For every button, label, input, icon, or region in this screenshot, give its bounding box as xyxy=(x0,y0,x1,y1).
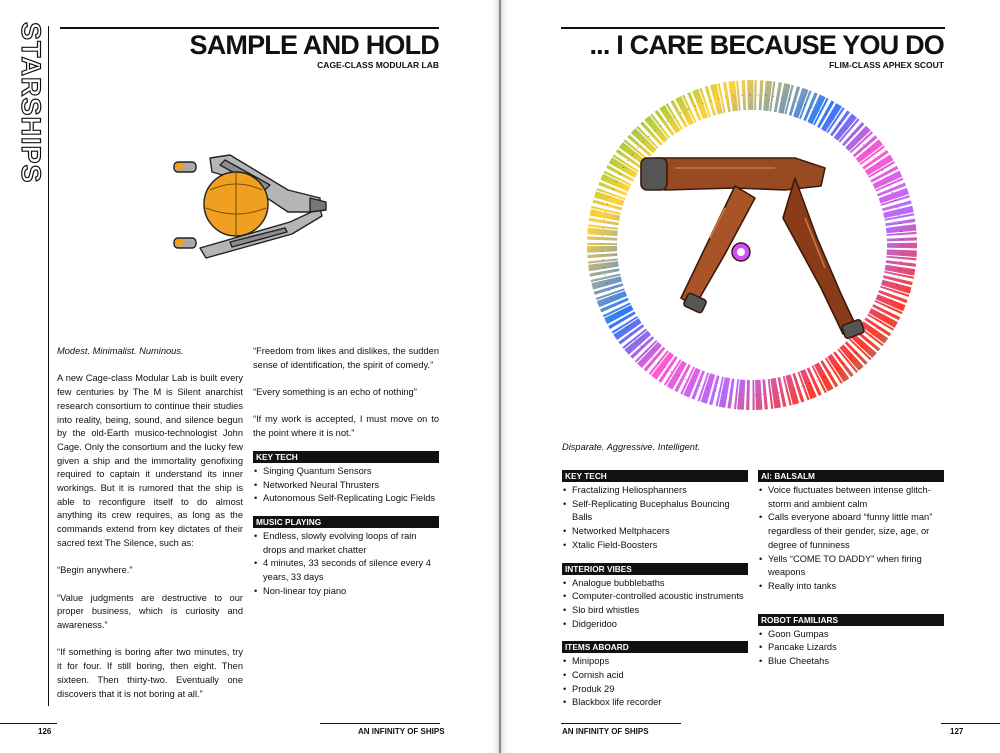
quote: “Every something is an echo of nothing” xyxy=(253,387,417,398)
quote: “Value judgments are destructive to our proper business, which is curiosity and awareness.” xyxy=(57,592,243,631)
list-item: • Goon Gumpas xyxy=(758,628,944,642)
key-tech-heading: KEY TECH xyxy=(253,451,439,463)
key-tech-list xyxy=(562,484,748,553)
list-item: • Cornish acid xyxy=(562,669,748,683)
quote: “If something is boring after two minutes, try it for four. If still boring, then eight. Then sixteen. Then thirty-two. Eventually one discovers that it is not boring at all.” xyxy=(57,647,243,699)
list-item: • Calls everyone aboard “funny little man” regardless of their gender, size, age, or degree of funniness xyxy=(758,511,944,552)
list-item: • Really into tanks xyxy=(758,580,944,594)
interior-vibes-heading: INTERIOR VIBES xyxy=(562,563,748,575)
specs-column-left xyxy=(562,470,748,720)
footer-rule xyxy=(941,723,1000,724)
robot-familiars-list xyxy=(758,628,944,669)
music-playing-list xyxy=(253,530,439,599)
tagline: Modest. Minimalist. Numinous. xyxy=(57,346,184,356)
tagline: Disparate. Aggressive. Intelligent. xyxy=(562,442,701,452)
tagline-block xyxy=(562,441,942,468)
ai-list xyxy=(758,484,944,594)
quote: “Begin anywhere.” xyxy=(57,565,133,576)
list-item: • Produk 29 xyxy=(562,683,748,697)
page-number: 126 xyxy=(38,727,52,736)
list-item: • Computer-controlled acoustic instruments xyxy=(562,590,748,604)
items-aboard-list xyxy=(562,655,748,710)
list-item: • Voice fluctuates between intense glitch-storm and ambient calm xyxy=(758,484,944,511)
list-item: • Yells “COME TO DADDY” when firing weapons xyxy=(758,553,944,580)
list-item: • Blackbox life recorder xyxy=(562,696,748,710)
footer-rule xyxy=(320,723,440,724)
list-item: • Pancake Lizards xyxy=(758,641,944,655)
key-tech-list xyxy=(253,465,439,506)
quotes-column xyxy=(253,345,439,609)
list-item: • Singing Quantum Sensors xyxy=(253,465,439,479)
footer-rule xyxy=(0,723,57,724)
rail-divider xyxy=(48,26,49,706)
aphex-scout-ship-illustration xyxy=(585,78,919,414)
page-title: ... I CARE BECAUSE YOU DO xyxy=(589,30,944,60)
quote: “If my work is accepted, I must move on to the point where it is not.” xyxy=(253,414,439,439)
list-item: • Minipops xyxy=(562,655,748,669)
specs-column-right xyxy=(758,470,944,679)
list-item: • Blue Cheetahs xyxy=(758,655,944,669)
page-number: 127 xyxy=(950,727,964,736)
left-page xyxy=(0,0,499,753)
quote: “Freedom from likes and dislikes, the sudden sense of identification, the spirit of comedy.” xyxy=(253,346,439,370)
list-item: • Endless, slowly evolving loops of rain drops and market chatter xyxy=(253,530,439,557)
paragraph: A new Cage-class Modular Lab is built every few centuries by The M is Silent anarchist research consortium to continue their studies into reality, being, sound, and silence begun by the old-Earth musico-technologist John Cage. Only the consortium and the lucky few given a ship and the immortality genofixing required to captain it understand its inner workings. But it is rumored that the ship is able to reconfigure itself to do almost anything its crew requires, as long as the commands extend from key dictates of their sacred text The Silence, such as: xyxy=(57,373,243,548)
list-item: • Non-linear toy piano xyxy=(253,585,439,599)
list-item: • Slo bird whistles xyxy=(562,604,748,618)
list-item: • Autonomous Self-Replicating Logic Fields xyxy=(253,492,439,506)
list-item: • 4 minutes, 33 seconds of silence every 4 years, 33 days xyxy=(253,557,439,584)
list-item: • Networked Neural Thrusters xyxy=(253,479,439,493)
running-footer: AN INFINITY OF SHIPS xyxy=(562,727,649,736)
right-page xyxy=(501,0,1000,753)
page-subtitle: CAGE-CLASS MODULAR LAB xyxy=(317,60,439,70)
list-item: • Self-Replicating Bucephalus Bouncing Balls xyxy=(562,498,748,525)
ai-heading: AI: BALSALM xyxy=(758,470,944,482)
title-rule xyxy=(561,27,945,29)
page-title: SAMPLE AND HOLD xyxy=(189,30,439,60)
interior-vibes-list xyxy=(562,577,748,632)
key-tech-heading: KEY TECH xyxy=(562,470,748,482)
intro-column xyxy=(57,345,243,715)
page-subtitle: FLIM-CLASS APHEX SCOUT xyxy=(829,60,944,70)
section-rail-title: STARSHIPS xyxy=(16,22,46,184)
music-playing-heading: MUSIC PLAYING xyxy=(253,516,439,528)
cage-modular-lab-ship-illustration xyxy=(170,150,330,260)
list-item: • Networked Meltphacers xyxy=(562,525,748,539)
robot-familiars-heading: ROBOT FAMILIARS xyxy=(758,614,944,626)
running-footer: AN INFINITY OF SHIPS xyxy=(358,727,445,736)
footer-rule xyxy=(561,723,681,724)
list-item: • Didgeridoo xyxy=(562,618,748,632)
list-item: • Xtalic Field-Boosters xyxy=(562,539,748,553)
list-item: • Fractalizing Heliosphanners xyxy=(562,484,748,498)
list-item: • Analogue bubblebaths xyxy=(562,577,748,591)
items-aboard-heading: ITEMS ABOARD xyxy=(562,641,748,653)
title-rule xyxy=(60,27,439,29)
